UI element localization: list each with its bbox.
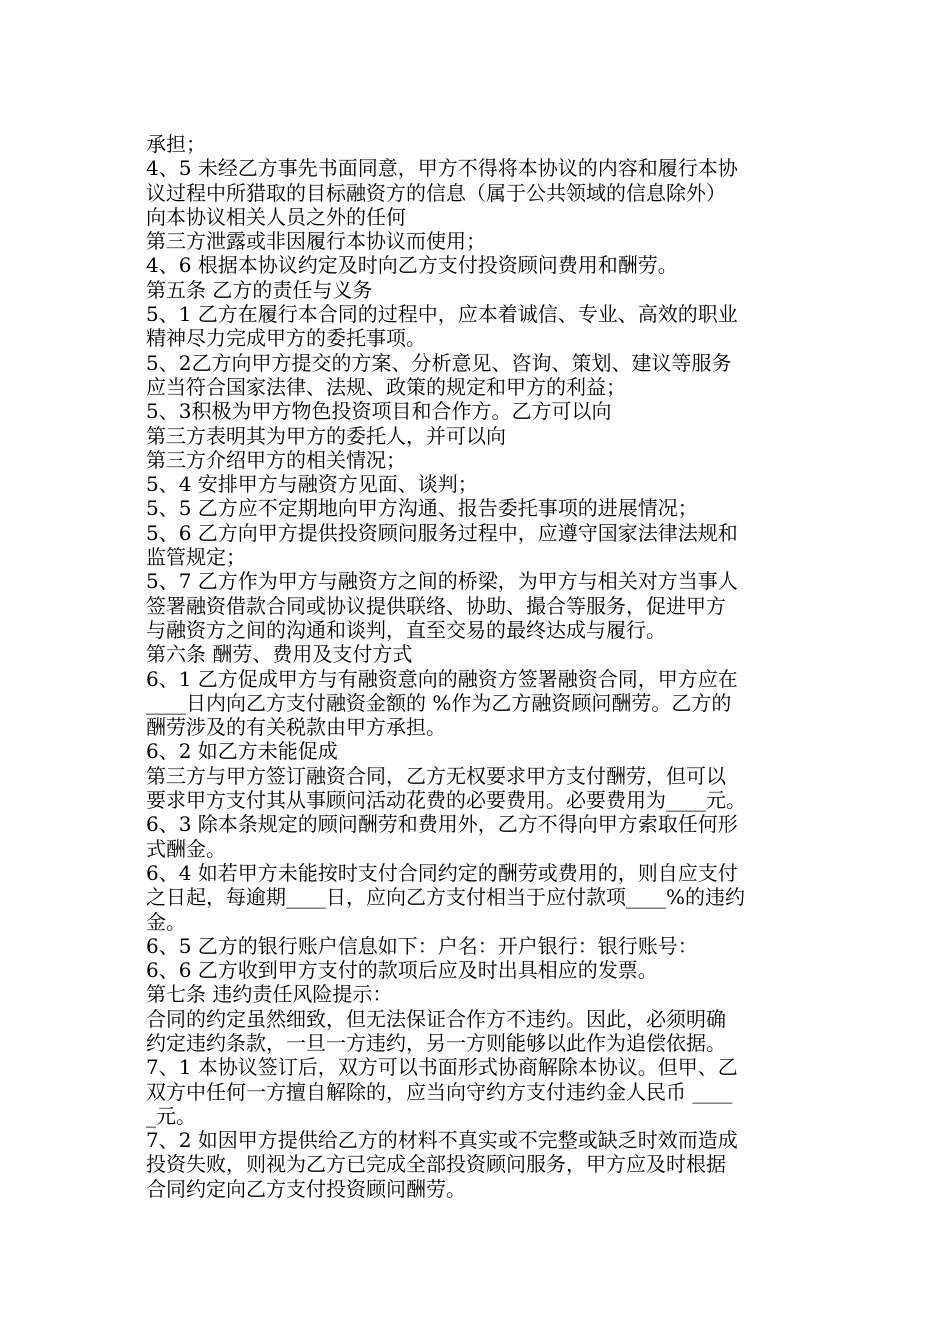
text-line: 投资失败，则视为乙方已完成全部投资顾问服务，甲方应及时根据	[146, 1152, 726, 1177]
text-line: 第三方泄露或非因履行本协议而使用；	[146, 229, 486, 254]
text-line: 与融资方之间的沟通和谈判，直至交易的最终达成与履行。	[146, 617, 666, 642]
text-line: 式酬金。	[146, 836, 226, 861]
text-line: 5、2乙方向甲方提交的方案、分析意见、咨询、策划、建议等服务	[146, 350, 732, 375]
text-line: 向本协议相关人员之外的任何	[146, 204, 406, 229]
text-line: 4、6 根据本协议约定及时向乙方支付投资顾问费用和酬劳。	[146, 253, 678, 278]
text-line: 约定违约条款，一旦一方违约，另一方则能够以此作为追偿依据。	[146, 1030, 726, 1055]
text-line: 监管规定；	[146, 545, 246, 570]
text-line: 6、6 乙方收到甲方支付的款项后应及时出具相应的发票。	[146, 958, 658, 983]
text-line: 5、4 安排甲方与融资方见面、谈判；	[146, 472, 478, 497]
text-line: 6、3 除本条规定的顾问酬劳和费用外，乙方不得向甲方索取任何形	[146, 812, 738, 837]
section-heading: 第六条 酬劳、费用及支付方式	[146, 642, 413, 667]
text-line: 应当符合国家法律、法规、政策的规定和甲方的利益；	[146, 374, 626, 399]
text-line: 要求甲方支付其从事顾问活动花费的必要费用。必要费用为____元。	[146, 788, 746, 813]
text-line: 合同约定向乙方支付投资顾问酬劳。	[146, 1176, 466, 1201]
text-line: 金。	[146, 909, 186, 934]
text-line: 5、1 乙方在履行本合同的过程中，应本着诚信、专业、高效的职业	[146, 302, 738, 327]
text-line: _元。	[146, 1103, 196, 1128]
section-heading: 第五条 乙方的责任与义务	[146, 277, 373, 302]
text-line: 7、2 如因甲方提供给乙方的材料不真实或不完整或缺乏时效而造成	[146, 1128, 738, 1153]
text-line: 双方中任何一方擅自解除的，应当向守约方支付违约金人民币 ____	[146, 1079, 733, 1104]
text-line: 合同的约定虽然细致，但无法保证合作方不违约。因此，必须明确	[146, 1006, 726, 1031]
text-line: 承担；	[146, 132, 206, 156]
text-line: 5、5 乙方应不定期地向甲方沟通、报告委托事项的进展情况；	[146, 496, 698, 521]
text-line: 之日起，每逾期____日，应向乙方支付相当于应付款项____%的违约	[146, 885, 746, 910]
document-body	[146, 132, 814, 1201]
text-line: 酬劳涉及的有关税款由甲方承担。	[146, 715, 446, 740]
text-line: 5、3积极为甲方物色投资项目和合作方。乙方可以向	[146, 399, 612, 424]
text-line: 第三方表明其为甲方的委托人，并可以向	[146, 423, 506, 448]
text-line: 4、5 未经乙方事先书面同意，甲方不得将本协议的内容和履行本协	[146, 156, 738, 181]
text-line: ____日内向乙方支付融资金额的 %作为乙方融资顾问酬劳。乙方的	[146, 690, 732, 715]
text-line: 签署融资借款合同或协议提供联络、协助、撮合等服务，促进甲方	[146, 593, 726, 618]
text-line: 6、2 如乙方未能促成	[146, 739, 338, 764]
text-line: 7、1 本协议签订后，双方可以书面形式协商解除本协议。但甲、乙	[146, 1055, 738, 1080]
text-line: 6、5 乙方的银行账户信息如下：户名：开户银行：银行账号：	[146, 933, 698, 958]
text-line: 6、1 乙方促成甲方与有融资意向的融资方签署融资合同，甲方应在	[146, 666, 738, 691]
text-line: 5、7 乙方作为甲方与融资方之间的桥梁，为甲方与相关对方当事人	[146, 569, 738, 594]
text-line: 5、6 乙方向甲方提供投资顾问服务过程中，应遵守国家法律法规和	[146, 520, 738, 545]
text-line: 6、4 如若甲方未能按时支付合同约定的酬劳或费用的，则自应支付	[146, 860, 738, 885]
text-line: 第三方介绍甲方的相关情况；	[146, 447, 406, 472]
text-line: 第三方与甲方签订融资合同，乙方无权要求甲方支付酬劳，但可以	[146, 763, 726, 788]
text-line: 精神尽力完成甲方的委托事项。	[146, 326, 426, 351]
section-heading: 第七条 违约责任风险提示：	[146, 982, 393, 1007]
text-line: 议过程中所猎取的目标融资方的信息（属于公共领域的信息除外）	[146, 180, 726, 205]
